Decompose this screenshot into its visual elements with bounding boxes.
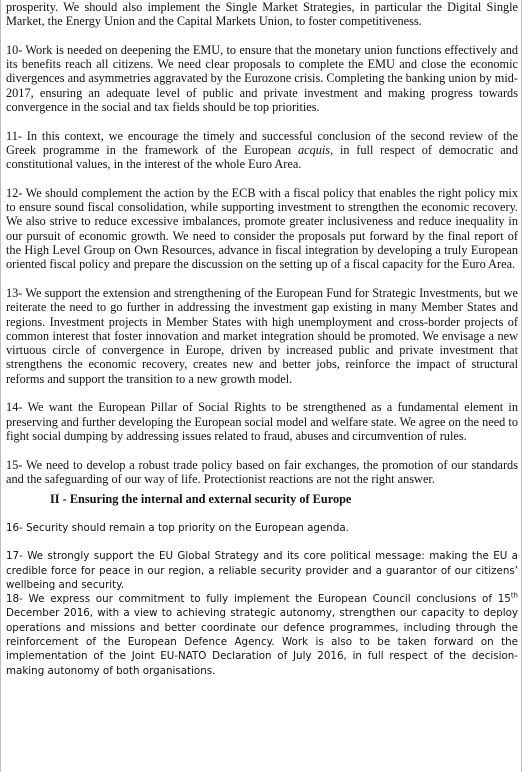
paragraph-11-text-start: 11- In this context, we encourage the timely and successful conclusion of the second review of the Greek programme in the framework of the European (6, 128, 518, 157)
section-heading: II - Ensuring the internal and external security of Europe (50, 492, 352, 507)
paragraph-18-text-end: December 2016, with a view to achieving strategic autonomy, strengthen our capacity to deploy operations and missions and better coordinate our defence programmes, including through the reinforcement of the European Defence Agency. Work is also to be taken forward on the implementation of the Joint EU-NATO Declaration of July 2016, in full respect of the decision-making autonomy of both organisations. (6, 607, 518, 677)
paragraph-18-superscript: th (510, 591, 518, 600)
paragraph-18 (6, 592, 518, 678)
paragraph-15: 15- We need to develop a robust trade policy based on fair exchanges, the promotion of our standards and the safeguarding of our way of life. Protectionist reactions are not the right answer. (6, 457, 518, 486)
paragraph-18-text-start: 18- We express our commitment to fully implement the European Council conclusions of 15 (6, 593, 511, 606)
paragraph-11 (6, 129, 518, 172)
paragraph-11-text-end: , in full respect of democratic and constitutional values, in the interest of the whole Euro Area. (6, 142, 518, 172)
paragraph-intro: prosperity. We should also implement the Single Market Strategies, in particular the Digital Single Market, the Energy Union and the Capital Markets Union, to foster competitiveness. (6, 0, 518, 29)
paragraph-12: 12- We should complement the action by the ECB with a fiscal policy that enables the right policy mix to ensure sound fiscal consolidation, while supporting investment to strengthen the economic recovery. We also strive to reduce excessive imbalances, promote greater inclusiveness and reduce inequality in our pursuit of economic growth. We need to consider the proposals put forward by the final report of the High Level Group on Own Resources, advance in fiscal integration by developing a truly European oriented fiscal policy and prepare the discussion on the setting up of a fiscal capacity for the Euro Area. (6, 185, 518, 272)
paragraph-11-italic-term: acquis (297, 142, 331, 157)
paragraph-17: 17- We strongly support the EU Global Strategy and its core political message: making the EU a credible force for peace in our region, a reliable security provider and a guarantor of our citizens’ wellbeing and security. (6, 550, 518, 591)
paragraph-14: 14- We want the European Pillar of Social Rights to be strengthened as a fundamental element in preserving and further developing the European social model and welfare state. We agree on the need to fight social dumping by addressing issues related to fraud, abuses and circumvention of rules. (6, 400, 518, 443)
paragraph-13: 13- We support the extension and strengthening of the European Fund for Strategic Investments, but we reiterate the need to go further in addressing the investment gap existing in many Member States and regions. Investment projects in Member States with high unemployment and cross-border projects of common interest that foster innovation and market integration should be promoted. We envisage a new virtuous circle of convergence in Europe, driven by increased public and private investment that strengthens the economic recovery, creates new and better jobs, reinforce the impact of structural reforms and support the transition to a new growth model. (6, 285, 518, 386)
paragraph-10: 10- Work is needed on deepening the EMU, to ensure that the monetary union functions effectively and its benefits reach all citizens. We need clear proposals to complete the EMU and close the economic divergences and asymmetries aggravated by the Eurozone crisis. Completing the banking union by mid-2017, ensuring an adequate level of public and private investment and making progress towards convergence in the social and tax fields should be top priorities. (6, 42, 519, 115)
paragraph-16: 16- Security should remain a top priority on the European agenda. (6, 521, 349, 534)
